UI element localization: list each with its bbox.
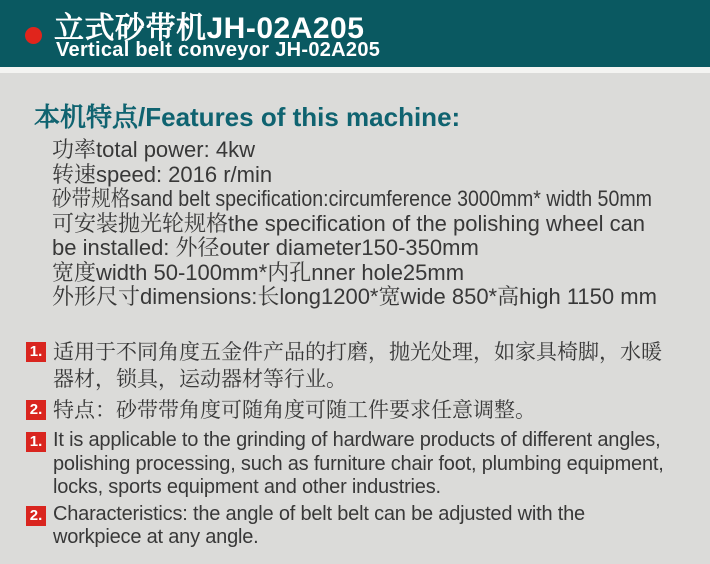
spec-text: 可安装抛光轮规格the specification of the polishing wheel can bbox=[52, 210, 646, 236]
text-line-content: polishing processing, such as furniture chair foot, plumbing equipment, bbox=[53, 452, 664, 475]
text-line bbox=[53, 397, 536, 424]
text-line bbox=[53, 476, 664, 500]
red-bullet-dot-icon bbox=[25, 27, 42, 44]
spec-line-width-hole bbox=[52, 261, 710, 286]
item-number-badge: 2. bbox=[26, 400, 46, 420]
text-line bbox=[53, 429, 664, 453]
spec-line-dimensions bbox=[52, 285, 710, 310]
item-text bbox=[53, 339, 662, 393]
spec-line-speed bbox=[52, 163, 710, 188]
spec-text: 外形尺寸dimensions:长long1200*宽wide 850*高high 1150 mm bbox=[52, 284, 657, 309]
notes-english bbox=[26, 429, 664, 550]
spec-line-power bbox=[52, 138, 710, 163]
spec-line-belt-spec bbox=[52, 187, 710, 212]
features-heading bbox=[34, 97, 460, 134]
item-text bbox=[53, 503, 585, 550]
text-line-content: It is applicable to the grinding of hardware products of different angles, bbox=[53, 429, 661, 451]
note-item-cn-1 bbox=[26, 339, 662, 393]
spec-list bbox=[52, 138, 710, 310]
product-title-en-text: Vertical belt conveyor JH-02A205 bbox=[56, 39, 381, 61]
text-line bbox=[53, 526, 585, 550]
spec-text: 转速speed: 2016 r/min bbox=[52, 161, 273, 187]
note-item-en-1 bbox=[26, 429, 664, 500]
features-heading-text: 本机特点/Features of this machine: bbox=[34, 102, 461, 132]
text-line-content: 特点：砂带带角度可随角度可随工件要求任意调整。 bbox=[53, 399, 536, 422]
item-number-badge: 1. bbox=[26, 432, 46, 452]
note-item-cn-2 bbox=[26, 397, 662, 424]
spec-text: 砂带规格sand belt specification:circumference 3000mm* width 50mm bbox=[52, 186, 652, 211]
text-line-content: workpiece at any angle. bbox=[53, 526, 259, 548]
item-number-badge: 1. bbox=[26, 342, 46, 362]
spec-text: 宽度width 50-100mm*内孔nner hole25mm bbox=[52, 259, 465, 285]
text-line bbox=[53, 453, 664, 477]
spec-line-wheel-spec-1 bbox=[52, 212, 710, 237]
item-text bbox=[53, 397, 536, 424]
header-divider bbox=[0, 67, 710, 73]
product-title-cn-text: 立式砂带机JH-02A205 bbox=[54, 12, 365, 45]
text-line-content: Characteristics: the angle of belt belt can be adjusted with the bbox=[53, 502, 585, 525]
text-line bbox=[53, 339, 662, 366]
product-title-en bbox=[56, 39, 380, 62]
spec-text: be installed: 外径outer diameter150-350mm bbox=[52, 235, 479, 260]
text-line bbox=[53, 366, 662, 393]
note-item-en-2 bbox=[26, 503, 664, 550]
item-text bbox=[53, 429, 664, 500]
text-line-content: locks, sports equipment and other industries. bbox=[53, 476, 441, 498]
notes-chinese bbox=[26, 339, 662, 424]
text-line-content: 器材，锁具，运动器材等行业。 bbox=[53, 368, 347, 391]
text-line-content: 适用于不同角度五金件产品的打磨，抛光处理，如家具椅脚，水暖 bbox=[53, 341, 662, 364]
spec-line-wheel-spec-2 bbox=[52, 236, 710, 261]
header-band bbox=[0, 0, 710, 67]
text-line bbox=[53, 503, 585, 527]
item-number-badge: 2. bbox=[26, 506, 46, 526]
spec-text: 功率total power: 4kw bbox=[52, 137, 255, 162]
